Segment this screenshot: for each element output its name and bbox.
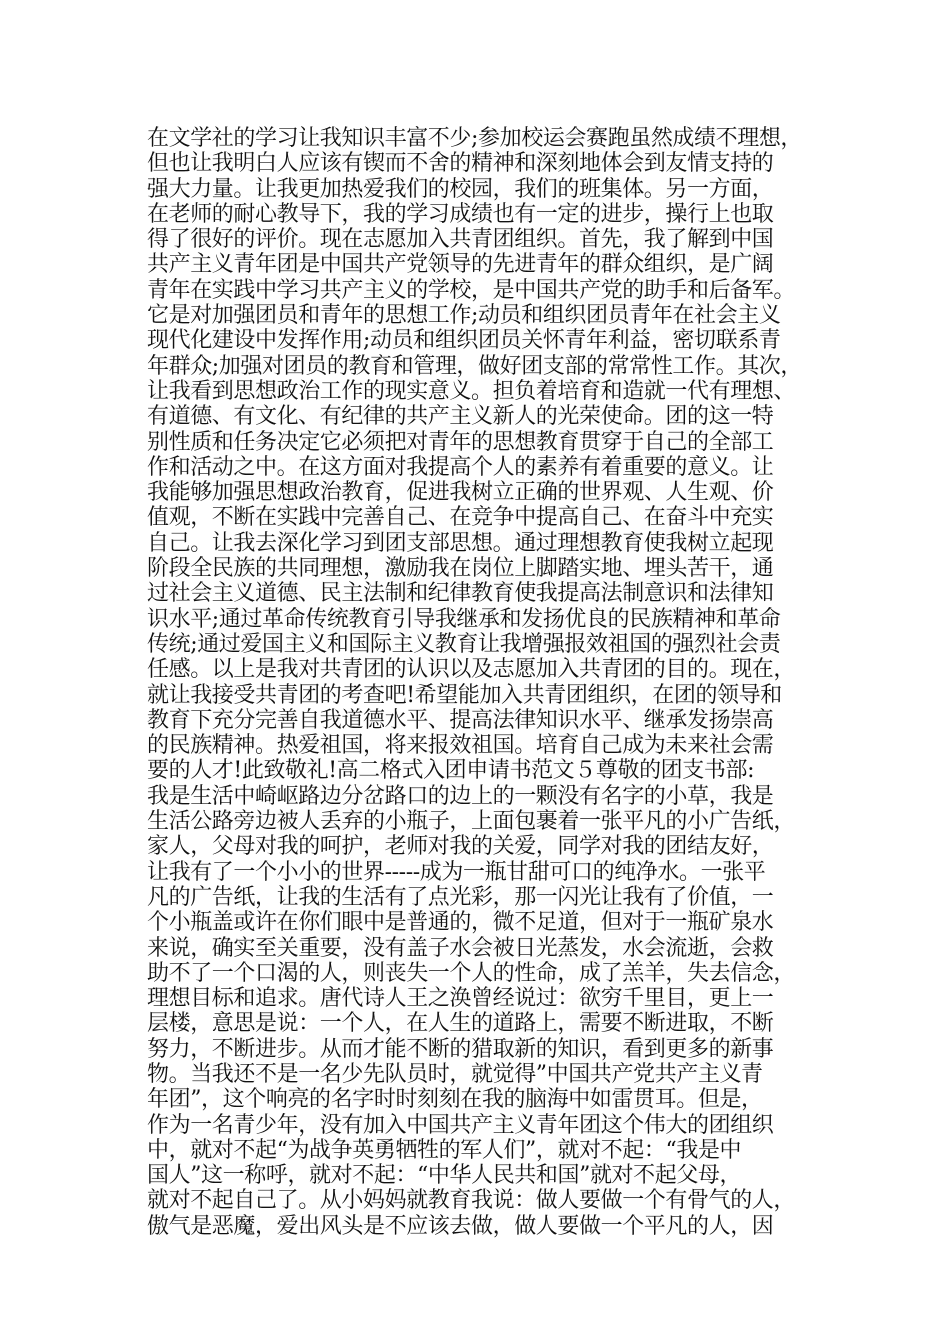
text-line: 共产主义青年团是中国共产党领导的先进青年的群众组织，是广阔 — [147, 252, 774, 278]
text-line: 强大力量。让我更加热爱我们的校园，我们的班集体。另一方面， — [147, 176, 774, 202]
text-line: 作为一名青少年，没有加入中国共产主义青年团这个伟大的团组织 — [147, 1112, 774, 1138]
text-line: 得了很好的评价。现在志愿加入共青团组织。首先，我了解到中国 — [147, 227, 774, 253]
text-line: 国人”这一称呼，就对不起：“中华人民共和国”就对不起父母， — [147, 1163, 742, 1189]
text-line: 自己。让我去深化学习到团支部思想。通过理想教育使我树立起现 — [147, 530, 774, 556]
body-text — [147, 126, 817, 1239]
text-line: 在老师的耐心教导下，我的学习成绩也有一定的进步，操行上也取 — [147, 201, 774, 227]
text-line: 识水平;通过革命传统教育引导我继承和发扬优良的民族精神和革命 — [147, 606, 781, 632]
text-line: 个小瓶盖或许在你们眼中是普通的，微不足道，但对于一瓶矿泉水 — [147, 910, 774, 936]
text-line: 傲气是恶魔，爱出风头是不应该去做，做人要做一个平凡的人，因 — [147, 1213, 774, 1239]
text-line: 别性质和任务决定它必须把对青年的思想教育贯穿于自己的全部工 — [147, 429, 774, 455]
text-line: 但也让我明白人应该有锲而不舍的精神和深刻地体会到友情支持的 — [147, 151, 774, 177]
text-line: 阶段全民族的共同理想，激励我在岗位上脚踏实地、埋头苦干，通 — [147, 556, 774, 582]
text-line: 要的人才!此致敬礼!高二格式入团申请书范文５尊敬的团支书部: — [147, 758, 755, 784]
text-line: 年群众;加强对团员的教育和管理，做好团支部的常常性工作。其次， — [147, 353, 803, 379]
text-line: 让我有了一个小小的世界-----成为一瓶甘甜可口的纯净水。一张平 — [147, 859, 766, 885]
text-line: 让我看到思想政治工作的现实意义。担负着培育和造就一代有理想、 — [147, 378, 796, 404]
text-line: 助不了一个口渴的人，则丧失一个人的性命，成了羔羊，失去信念， — [147, 960, 796, 986]
text-line: 过社会主义道德、民主法制和纪律教育使我提高法制意识和法律知 — [147, 581, 774, 607]
text-line: 生活公路旁边被人丢弃的小瓶子，上面包裹着一张平凡的小广告纸， — [147, 809, 796, 835]
text-line: 传统;通过爱国主义和国际主义教育让我增强报效祖国的强烈社会责 — [147, 631, 781, 657]
text-line: 中，就对不起“为战争英勇牺牲的军人们”，就对不起：“我是中 — [147, 1137, 742, 1163]
text-line: 我是生活中崎岖路边分岔路口的边上的一颗没有名字的小草，我是 — [147, 783, 774, 809]
text-line: 来说，确实至关重要，没有盖子水会被日光蒸发，水会流逝，会救 — [147, 935, 774, 961]
text-line: 凡的广告纸，让我的生活有了点光彩，那一闪光让我有了价值，一 — [147, 884, 774, 910]
text-line: 年团”，这个响亮的名字时时刻刻在我的脑海中如雷贯耳。但是， — [147, 1087, 763, 1113]
text-line: 在文学社的学习让我知识丰富不少;参加校运会赛跑虽然成绩不理想， — [147, 126, 803, 151]
text-line: 有道德、有文化、有纪律的共产主义新人的光荣使命。团的这一特 — [147, 404, 774, 430]
text-line: 任感。以上是我对共青团的认识以及志愿加入共青团的目的。现在， — [147, 657, 796, 683]
text-line: 家人，父母对我的呵护，老师对我的关爱，同学对我的团结友好， — [147, 834, 774, 860]
text-line: 现代化建设中发挥作用;动员和组织团员关怀青年利益，密切联系青 — [147, 328, 781, 354]
text-line: 层楼，意思是说：一个人，在人生的道路上，需要不断进取，不断 — [147, 1011, 774, 1037]
text-line: 青年在实践中学习共产主义的学校，是中国共产党的助手和后备军。 — [147, 277, 796, 303]
text-line: 就让我接受共青团的考查吧!希望能加入共青团组织，在团的领导和 — [147, 682, 782, 708]
text-line: 作和活动之中。在这方面对我提高个人的素养有着重要的意义。让 — [147, 454, 774, 480]
text-line: 我能够加强思想政治教育，促进我树立正确的世界观、人生观、价 — [147, 480, 774, 506]
text-line: 理想目标和追求。唐代诗人王之涣曾经说过：欲穷千里目，更上一 — [147, 986, 774, 1012]
text-line: 教育下充分完善自我道德水平、提高法律知识水平、继承发扬崇高 — [147, 707, 774, 733]
text-line: 物。当我还不是一名少先队员时，就觉得”中国共产党共产主义青 — [147, 1061, 763, 1087]
text-line: 的民族精神。热爱祖国，将来报效祖国。培育自己成为未来社会需 — [147, 733, 774, 759]
text-line: 值观，不断在实践中完善自己、在竞争中提高自己、在奋斗中充实 — [147, 505, 774, 531]
text-line: 努力，不断进步。从而才能不断的猎取新的知识，看到更多的新事 — [147, 1036, 774, 1062]
text-line: 就对不起自己了。从小妈妈就教育我说：做人要做一个有骨气的人， — [147, 1188, 796, 1214]
text-line: 它是对加强团员和青年的思想工作;动员和组织团员青年在社会主义 — [147, 303, 781, 329]
